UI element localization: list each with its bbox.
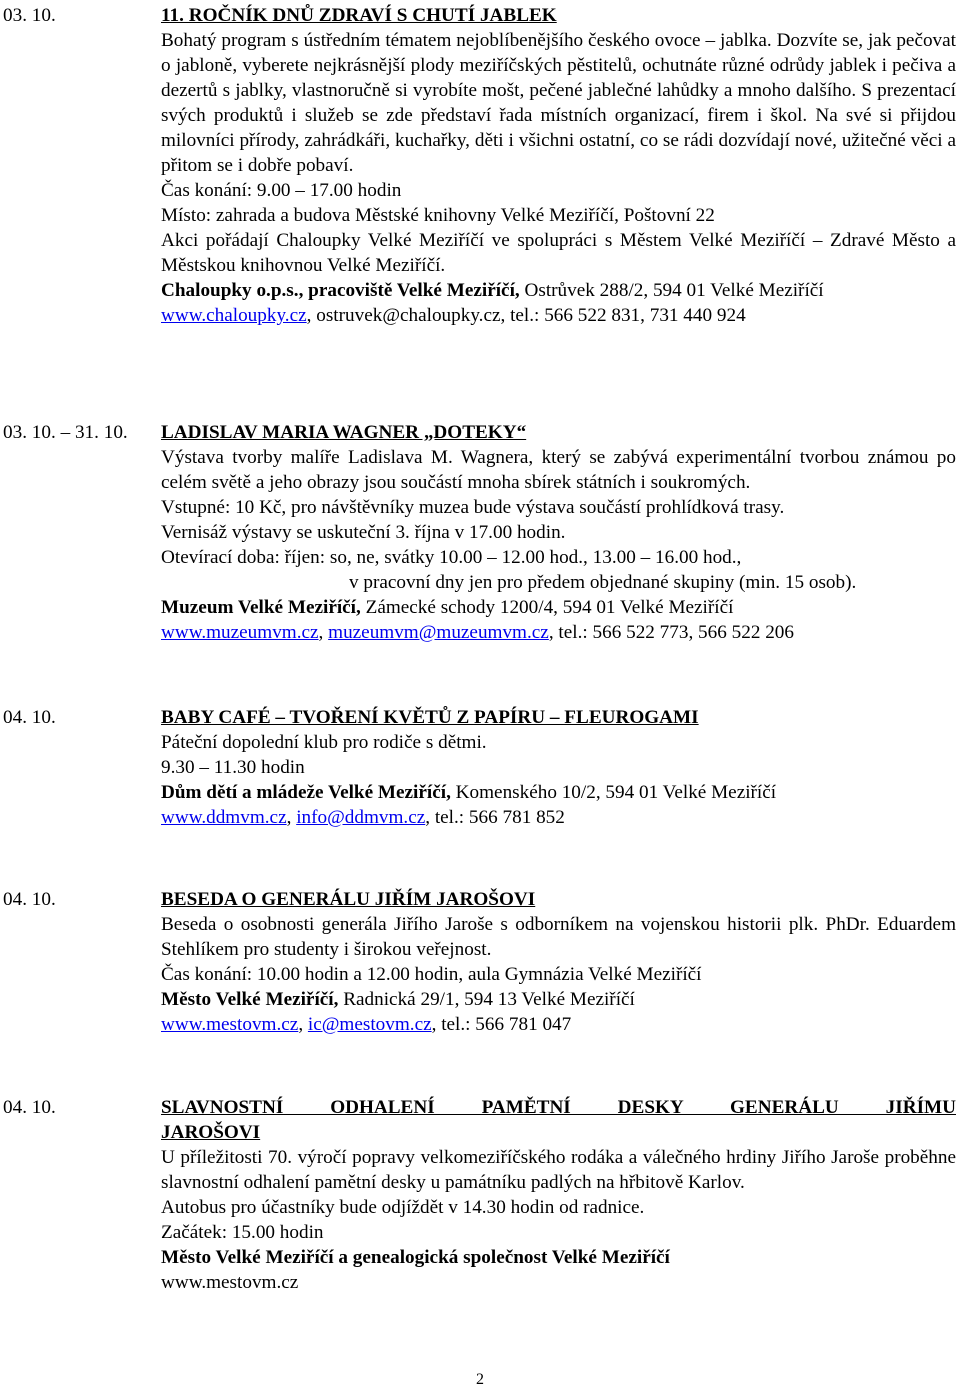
event-hours: Otevírací doba: říjen: so, ne, svátky 10.00 – 12.00 hod., 13.00 – 16.00 hod., [161, 547, 742, 568]
event-date: 03. 10. – 31. 10. [3, 422, 128, 443]
email-link[interactable]: muzeumvm@muzeumvm.cz [328, 622, 549, 643]
event-date: 04. 10. [3, 707, 56, 728]
event-organizers: Akci pořádají Chaloupky Velké Meziříčí ve spolupráci s Městem Velké Meziříčí – Zdravé Město a Městskou knihovnou Velké Meziříčí. [161, 230, 956, 276]
organizer-address: Radnická 29/1, 594 13 Velké Meziříčí [338, 989, 635, 1010]
event-time: Čas konání: 9.00 – 17.00 hodin [161, 180, 402, 201]
organizer-name: Dům dětí a mládeže Velké Meziříčí, [161, 782, 451, 803]
event-time: 9.30 – 11.30 hodin [161, 757, 305, 778]
organizer-name: Město Velké Meziříčí a genealogická společnost Velké Meziříčí [161, 1247, 670, 1268]
separator: , [298, 1014, 308, 1035]
organizer-address: Ostrůvek 288/2, 594 01 Velké Meziříčí [519, 280, 824, 301]
web-link[interactable]: www.muzeumvm.cz [161, 622, 319, 643]
event-description: Beseda o osobnosti generála Jiřího Jaroše s odborníkem na vojenskou historii plk. PhDr. Eduardem Stehlíkem pro studenty i širokou veřejnost. [161, 914, 956, 960]
email-link[interactable]: info@ddmvm.cz [296, 807, 426, 828]
event-time: Čas konání: 10.00 hodin a 12.00 hodin, aula Gymnázia Velké Meziříčí [161, 964, 702, 985]
event-date: 04. 10. [3, 1097, 56, 1118]
event-content [161, 887, 956, 1037]
web-link[interactable]: www.mestovm.cz [161, 1272, 299, 1293]
event-hours-weekday: v pracovní dny jen pro předem objednané skupiny (min. 15 osob). [349, 572, 857, 593]
page-number: 2 [476, 1371, 484, 1388]
event-contact-line [161, 303, 956, 328]
event-entry: Vstupné: 10 Kč, pro návštěvníky muzea bude výstava součástí prohlídková trasy. [161, 497, 785, 518]
organizer-name: Město Velké Meziříčí, [161, 989, 339, 1010]
separator: , [286, 807, 297, 828]
organizer-address: Zámecké schody 1200/4, 594 01 Velké Meziříčí [360, 597, 734, 618]
event-description: Páteční dopolední klub pro rodiče s dětmi. [161, 732, 487, 753]
event-title: BABY CAFÉ – TVOŘENÍ KVĚTŮ Z PAPÍRU – FLEUROGAMI [161, 707, 699, 728]
contact-info: , tel.: 566 522 773, 566 522 206 [548, 622, 794, 643]
event-title: SLAVNOSTNÍ ODHALENÍ PAMĚTNÍ DESKY GENERÁLU JIŘÍMU [161, 1097, 956, 1118]
event-title: LADISLAV MARIA WAGNER „DOTEKY“ [161, 422, 527, 443]
separator: , [318, 622, 329, 643]
organizer-address: Komenského 10/2, 594 01 Velké Meziříčí [450, 782, 777, 803]
organizer-name: Muzeum Velké Meziříčí, [161, 597, 361, 618]
event-content [161, 3, 956, 328]
event-title: 11. ROČNÍK DNŮ ZDRAVÍ S CHUTÍ JABLEK [161, 5, 557, 26]
event-time: Začátek: 15.00 hodin [161, 1222, 324, 1243]
event-date: 03. 10. [3, 5, 56, 26]
event-title-continued: JAROŠOVI [161, 1122, 261, 1143]
contact-info: , ostruvek@chaloupky.cz, tel.: 566 522 831, 731 440 924 [306, 305, 746, 326]
event-organizer-line [161, 595, 956, 620]
event-contact-line [161, 620, 956, 645]
event-content [161, 420, 956, 645]
organizer-name: Chaloupky o.p.s., pracoviště Velké Meziříčí, [161, 280, 520, 301]
web-link[interactable]: www.mestovm.cz [161, 1014, 299, 1035]
event-content [161, 1095, 956, 1295]
event-organizer-line [161, 987, 956, 1012]
event-organizer-line [161, 278, 956, 303]
event-title: BESEDA O GENERÁLU JIŘÍM JAROŠOVI [161, 889, 536, 910]
event-place: Místo: zahrada a budova Městské knihovny Velké Meziříčí, Poštovní 22 [161, 205, 715, 226]
event-description: Bohatý program s ústředním tématem nejoblíbenějšího českého ovoce – jablka. Dozvíte se, jak pečovat o jabloně, vyberete nejkrásnější plody meziříčských pěstitelů, ochutnáte různé odrůdy jablek i pečiva a dezertů s jablky, vlastnoručně si vyrobíte mošt, pečené jablečné lahůdky a mnoho dalšího. S prezentací svých produktů i služeb se zde představí řada místních organizací, firem i škol. Na své si přijdou milovníci přírody, zahrádkáři, kuchařky, děti i všichni ostatní, co se rádi dozvídají nové, užitečné věci a přitom se i dobře pobaví. [161, 30, 956, 176]
event-vernissage: Vernisáž výstavy se uskuteční 3. října v 17.00 hodin. [161, 522, 566, 543]
web-link[interactable]: www.ddmvm.cz [161, 807, 287, 828]
event-description: Výstava tvorby malíře Ladislava M. Wagnera, který se zabývá experimentální tvorbou známou po celém světě a jeho obrazy jsou součástí mnoha sbírek státních i soukromých. [161, 447, 956, 493]
contact-info: , tel.: 566 781 047 [431, 1014, 572, 1035]
event-contact-line [161, 1012, 956, 1037]
event-description: U příležitosti 70. výročí popravy velkomeziříčského rodáka a válečného hrdiny Jiřího Jaroše proběhne slavnostní odhalení pamětní desky u památníku padlých na hřbitově Karlov. [161, 1147, 956, 1193]
contact-info: , tel.: 566 781 852 [425, 807, 565, 828]
event-date: 04. 10. [3, 889, 56, 910]
event-content [161, 705, 956, 830]
event-bus: Autobus pro účastníky bude odjíždět v 14.30 hodin od radnice. [161, 1197, 645, 1218]
web-link[interactable]: www.chaloupky.cz [161, 305, 307, 326]
email-link[interactable]: ic@mestovm.cz [307, 1014, 432, 1035]
event-contact-line [161, 805, 956, 830]
event-organizer-line [161, 780, 956, 805]
